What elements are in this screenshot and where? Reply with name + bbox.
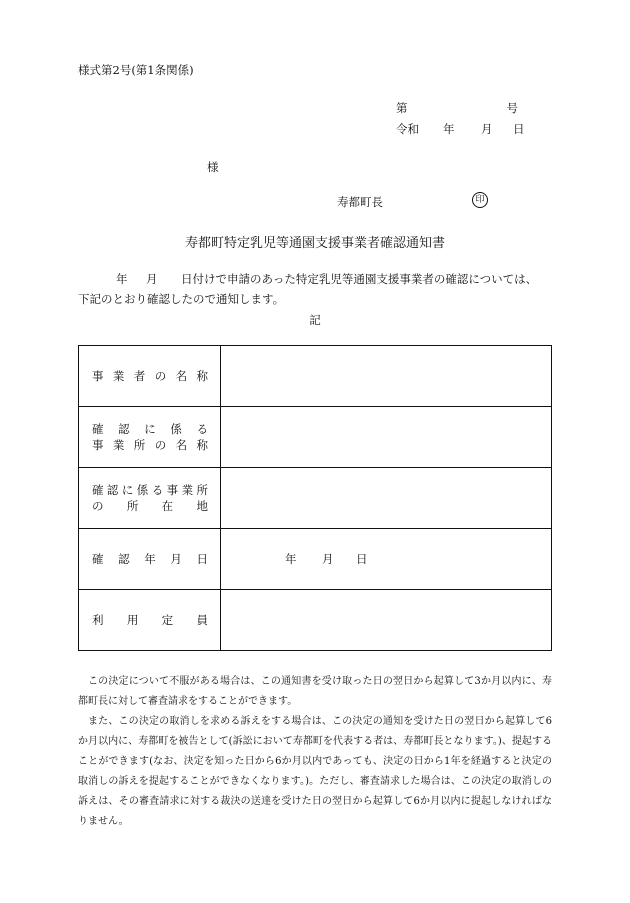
number-suffix: 号 bbox=[506, 101, 518, 115]
appeal-notes bbox=[78, 672, 552, 832]
details-table bbox=[78, 345, 552, 651]
date-month-label: 月 bbox=[322, 552, 334, 566]
confirmation-date-value[interactable] bbox=[221, 529, 552, 590]
label-cell bbox=[79, 468, 221, 529]
facility-name-label-line1: 確認に係る bbox=[92, 422, 208, 436]
lead-month: 月 bbox=[146, 272, 158, 286]
seal-icon: 印 bbox=[472, 192, 488, 208]
lead-text: 日付けで申請のあった特定乳児等通園支援事業者の確認については、 bbox=[181, 272, 538, 286]
facility-address-label-line2: の所在地 bbox=[92, 499, 208, 513]
confirmation-date-label: 確認年月日 bbox=[92, 552, 208, 566]
label-cell bbox=[79, 346, 221, 407]
number-prefix: 第 bbox=[396, 101, 408, 115]
form-number: 様式第2号(第1条関係) bbox=[78, 63, 194, 77]
facility-name-value[interactable] bbox=[221, 407, 552, 468]
label-cell bbox=[79, 529, 221, 590]
facility-address-label-line1: 確認に係る事業所 bbox=[92, 483, 208, 497]
capacity-label: 利用定員 bbox=[92, 613, 208, 627]
document-title: 寿都町特定乳児等通園支援事業者確認通知書 bbox=[184, 236, 445, 251]
month-label: 月 bbox=[481, 122, 493, 136]
year-label: 年 bbox=[443, 122, 455, 136]
lead-line-2: 下記のとおり確認したので通知します。 bbox=[78, 292, 285, 306]
label-cell bbox=[79, 407, 221, 468]
table-row bbox=[79, 590, 552, 651]
facility-name-label-line2: 事業所の名称 bbox=[92, 438, 208, 452]
capacity-value[interactable] bbox=[221, 590, 552, 651]
sender-name: 寿都町長 bbox=[337, 195, 383, 209]
facility-address-value[interactable] bbox=[221, 468, 552, 529]
table-row bbox=[79, 407, 552, 468]
date-day-label: 日 bbox=[356, 552, 368, 566]
table-row bbox=[79, 529, 552, 590]
table-row bbox=[79, 468, 552, 529]
business-name-label: 事業者の名称 bbox=[92, 369, 208, 383]
date-year-label: 年 bbox=[285, 552, 297, 566]
addressee-suffix: 様 bbox=[207, 160, 219, 174]
day-label: 日 bbox=[513, 122, 525, 136]
era-label: 令和 bbox=[396, 122, 419, 136]
appeal-note-2: また、この決定の取消しを求める訴えをする場合は、この決定の通知を受けた日の翌日から起算して6か月以内に、寿都町を被告として(訴訟において寿都町を代表する者は、寿都町長となります。)、提起することができます(なお、決定を知った日から6か月以内であっても、決定の日から1年を経過すると決定の取消しの訴えを提起することができなくなります。)。ただし、審査請求した場合は、この決定の取消しの訴えは、その審査請求に対する裁決の送達を受けた日の翌日から起算して6か月以内に提起しなければなりません。 bbox=[78, 716, 552, 827]
lead-year: 年 bbox=[116, 272, 128, 286]
document-number-line bbox=[396, 100, 526, 116]
table-row bbox=[79, 346, 552, 407]
appeal-note-1: この決定について不服がある場合は、この通知書を受け取った日の翌日から起算して3か月以内に、寿都町長に対して審査請求をすることができます。 bbox=[78, 676, 552, 707]
business-name-value[interactable] bbox=[221, 346, 552, 407]
ki-heading: 記 bbox=[309, 313, 321, 327]
label-cell bbox=[79, 590, 221, 651]
